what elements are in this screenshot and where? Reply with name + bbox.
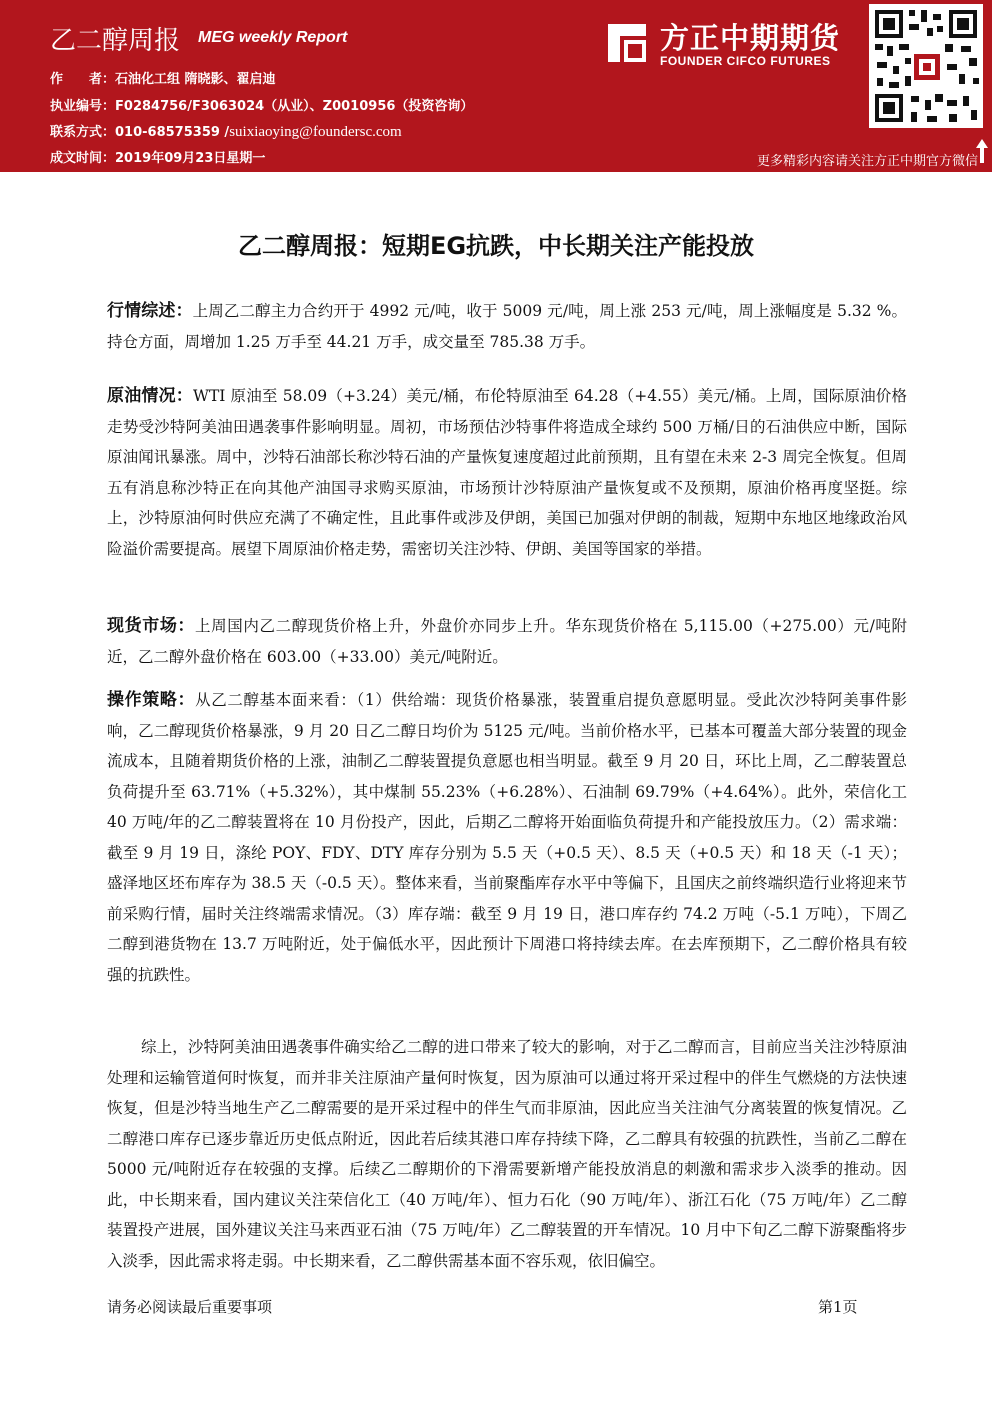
authors-line (50, 68, 276, 87)
section-text: WTI 原油至 58.09（+3.24）美元/桶，布伦特原油至 64.28（+4.55）美元/桶。上周，国际原油价格走势受沙特阿美油田遇袭事件影响明显。周初，市场预估沙特事件将造成全球约 500 万桶/日的石油供应中断，国际原油闻讯暴涨。周中，沙特石油部长称沙特石油的产量恢复速度超过此前预期，且有望在未来 2-3 周完全恢复。但周五有消息称沙特正在向其他产油国寻求购买原油，市场预计沙特原油产量恢复或不及预期，原油价格再度坚挺。综上，沙特原油何时供应充满了不确定性，且此事件或涉及伊朗，美国已加强对伊朗的制裁，短期中东地区地缘政治风险溢价需要提高。展望下周原油价格走势，需密切关注沙特、伊朗、美国等国家的举措。 (107, 387, 908, 558)
logo-name-en: FOUNDER CIFCO FUTURES (660, 54, 831, 68)
license-line (50, 95, 473, 114)
section-text: 上周国内乙二醇现货价格上升，外盘价亦同步上升。华东现货价格在 5,115.00（+275.00）元/吨附近，乙二醇外盘价格在 603.00（+33.00）美元/吨附近。 (107, 617, 908, 666)
arrow-up-icon (975, 138, 989, 164)
conclusion-paragraph: 综上，沙特阿美油田遇袭事件确实给乙二醇的进口带来了较大的影响，对于乙二醇而言，目前应当关注沙特原油处理和运输管道何时恢复，而并非关注原油产量何时恢复，因为原油可以通过将开采过程中的伴生气燃烧的方法快速恢复，但是沙特当地生产乙二醇需要的是开采过程中的伴生气而非原油，因此应当关注油气分离装置的恢复情况。乙二醇港口库存已逐步靠近历史低点附近，因此若后续其港口库存持续下降，乙二醇具有较强的抗跌性，当前乙二醇在 5000 元/吨附近存在较强的支撑。后续乙二醇期价的下滑需要新增产能投放消息的刺激和需求步入淡季的推动。因此，中长期来看，国内建议关注荣信化工（40 万吨/年）、恒力石化（90 万吨/年）、浙江石化（75 万吨/年）乙二醇装置投产进展，国外建议关注马来西亚石油（75 万吨/年）乙二醇装置的开车情况。10 月中下旬乙二醇下游聚酯将步入淡季，因此需求将走弱。中长期来看，乙二醇供需基本面不容乐观，依旧偏空。 (107, 1038, 907, 1270)
contact-email[interactable]: suixiaoying@foundersc.com (229, 124, 402, 140)
date-value: 2019年09月23日星期一 (115, 151, 266, 166)
date-line (50, 147, 265, 166)
license-value: F0284756/F3063024（从业）、Z0010956（投资咨询） (115, 99, 474, 114)
section-label: 操作策略： (107, 690, 196, 710)
qr-code-icon (869, 4, 983, 128)
section-strategy (107, 685, 907, 990)
section-market-overview (107, 296, 907, 357)
section-label: 原油情况： (107, 386, 194, 406)
section-spot-market (107, 611, 907, 672)
section-crude-oil (107, 381, 907, 564)
report-header (0, 0, 992, 172)
page-number: 第1页 (818, 1298, 858, 1316)
authors-label: 作 者： (50, 72, 116, 87)
report-title: 乙二醇周报 (50, 26, 181, 56)
wechat-note: 更多精彩内容请关注方正中期官方微信 (756, 154, 978, 169)
section-label: 行情综述： (107, 301, 193, 321)
section-text: 上周乙二醇主力合约开于 4992 元/吨，收于 5009 元/吨，周上涨 253 元/吨，周上涨幅度是 5.32 %。持仓方面，周增加 1.25 万手至 44.21 万手，成交量至 785.38 万手。 (107, 302, 908, 351)
document-title: 乙二醇周报：短期EG抗跌，中长期关注产能投放 (237, 232, 755, 260)
contact-label: 联系方式： (50, 125, 116, 140)
license-label: 执业编号： (50, 99, 116, 114)
date-label: 成文时间： (50, 151, 116, 166)
company-logo (604, 14, 864, 74)
section-text: 从乙二醇基本面来看：（1）供给端：现货价格暴涨，装置重启提负意愿明显。受此次沙特阿美事件影响，乙二醇现货价格暴涨，9 月 20 日乙二醇日均价为 5125 元/吨。当前价格水平，已基本可覆盖大部分装置的现金流成本，且随着期货价格的上涨，油制乙二醇装置提负意愿也相当明显。截至 9 月 20 日，环比上周，乙二醇装置总负荷提升至 63.71%（+5.32%），其中煤制 55.23%（+6.28%）、石油制 69.79%（+4.64%）。此外，荣信化工 40 万吨/年的乙二醇装置将在 10 月份投产，因此，后期乙二醇将开始面临负荷提升和产能投放压力。（2）需求端：截至 9 月 19 日，涤纶 POY、FDY、DTY 库存分别为 5.5 天（+0.5 天）、8.5 天（+0.5 天）和 18 天（-1 天）；盛泽地区坯布库存为 38.5 天（-0.5 天）。整体来看，当前聚酯库存水平中等偏下，且国庆之前终端织造行业将迎来节前采购行情，届时关注终端需求情况。（3）库存端：截至 9 月 19 日，港口库存约 74.2 万吨（-5.1 万吨），下周乙二醇到港货物在 13.7 万吨附近，处于偏低水平，因此预计下周港口将持续去库。在去库预期下，乙二醇价格具有较强的抗跌性。 (107, 691, 907, 984)
logo-name-cn: 方正中期期货 (660, 21, 841, 55)
section-label: 现货市场： (107, 616, 196, 636)
contact-phone: 010-68575359 / (115, 125, 230, 140)
footer-notice: 请务必阅读最后重要事项 (107, 1298, 273, 1316)
authors-value: 石油化工组 隋晓影、翟启迪 (115, 72, 276, 87)
contact-line (50, 121, 402, 141)
report-subtitle: MEG weekly Report (198, 29, 348, 46)
logo-mark-icon (604, 20, 650, 66)
